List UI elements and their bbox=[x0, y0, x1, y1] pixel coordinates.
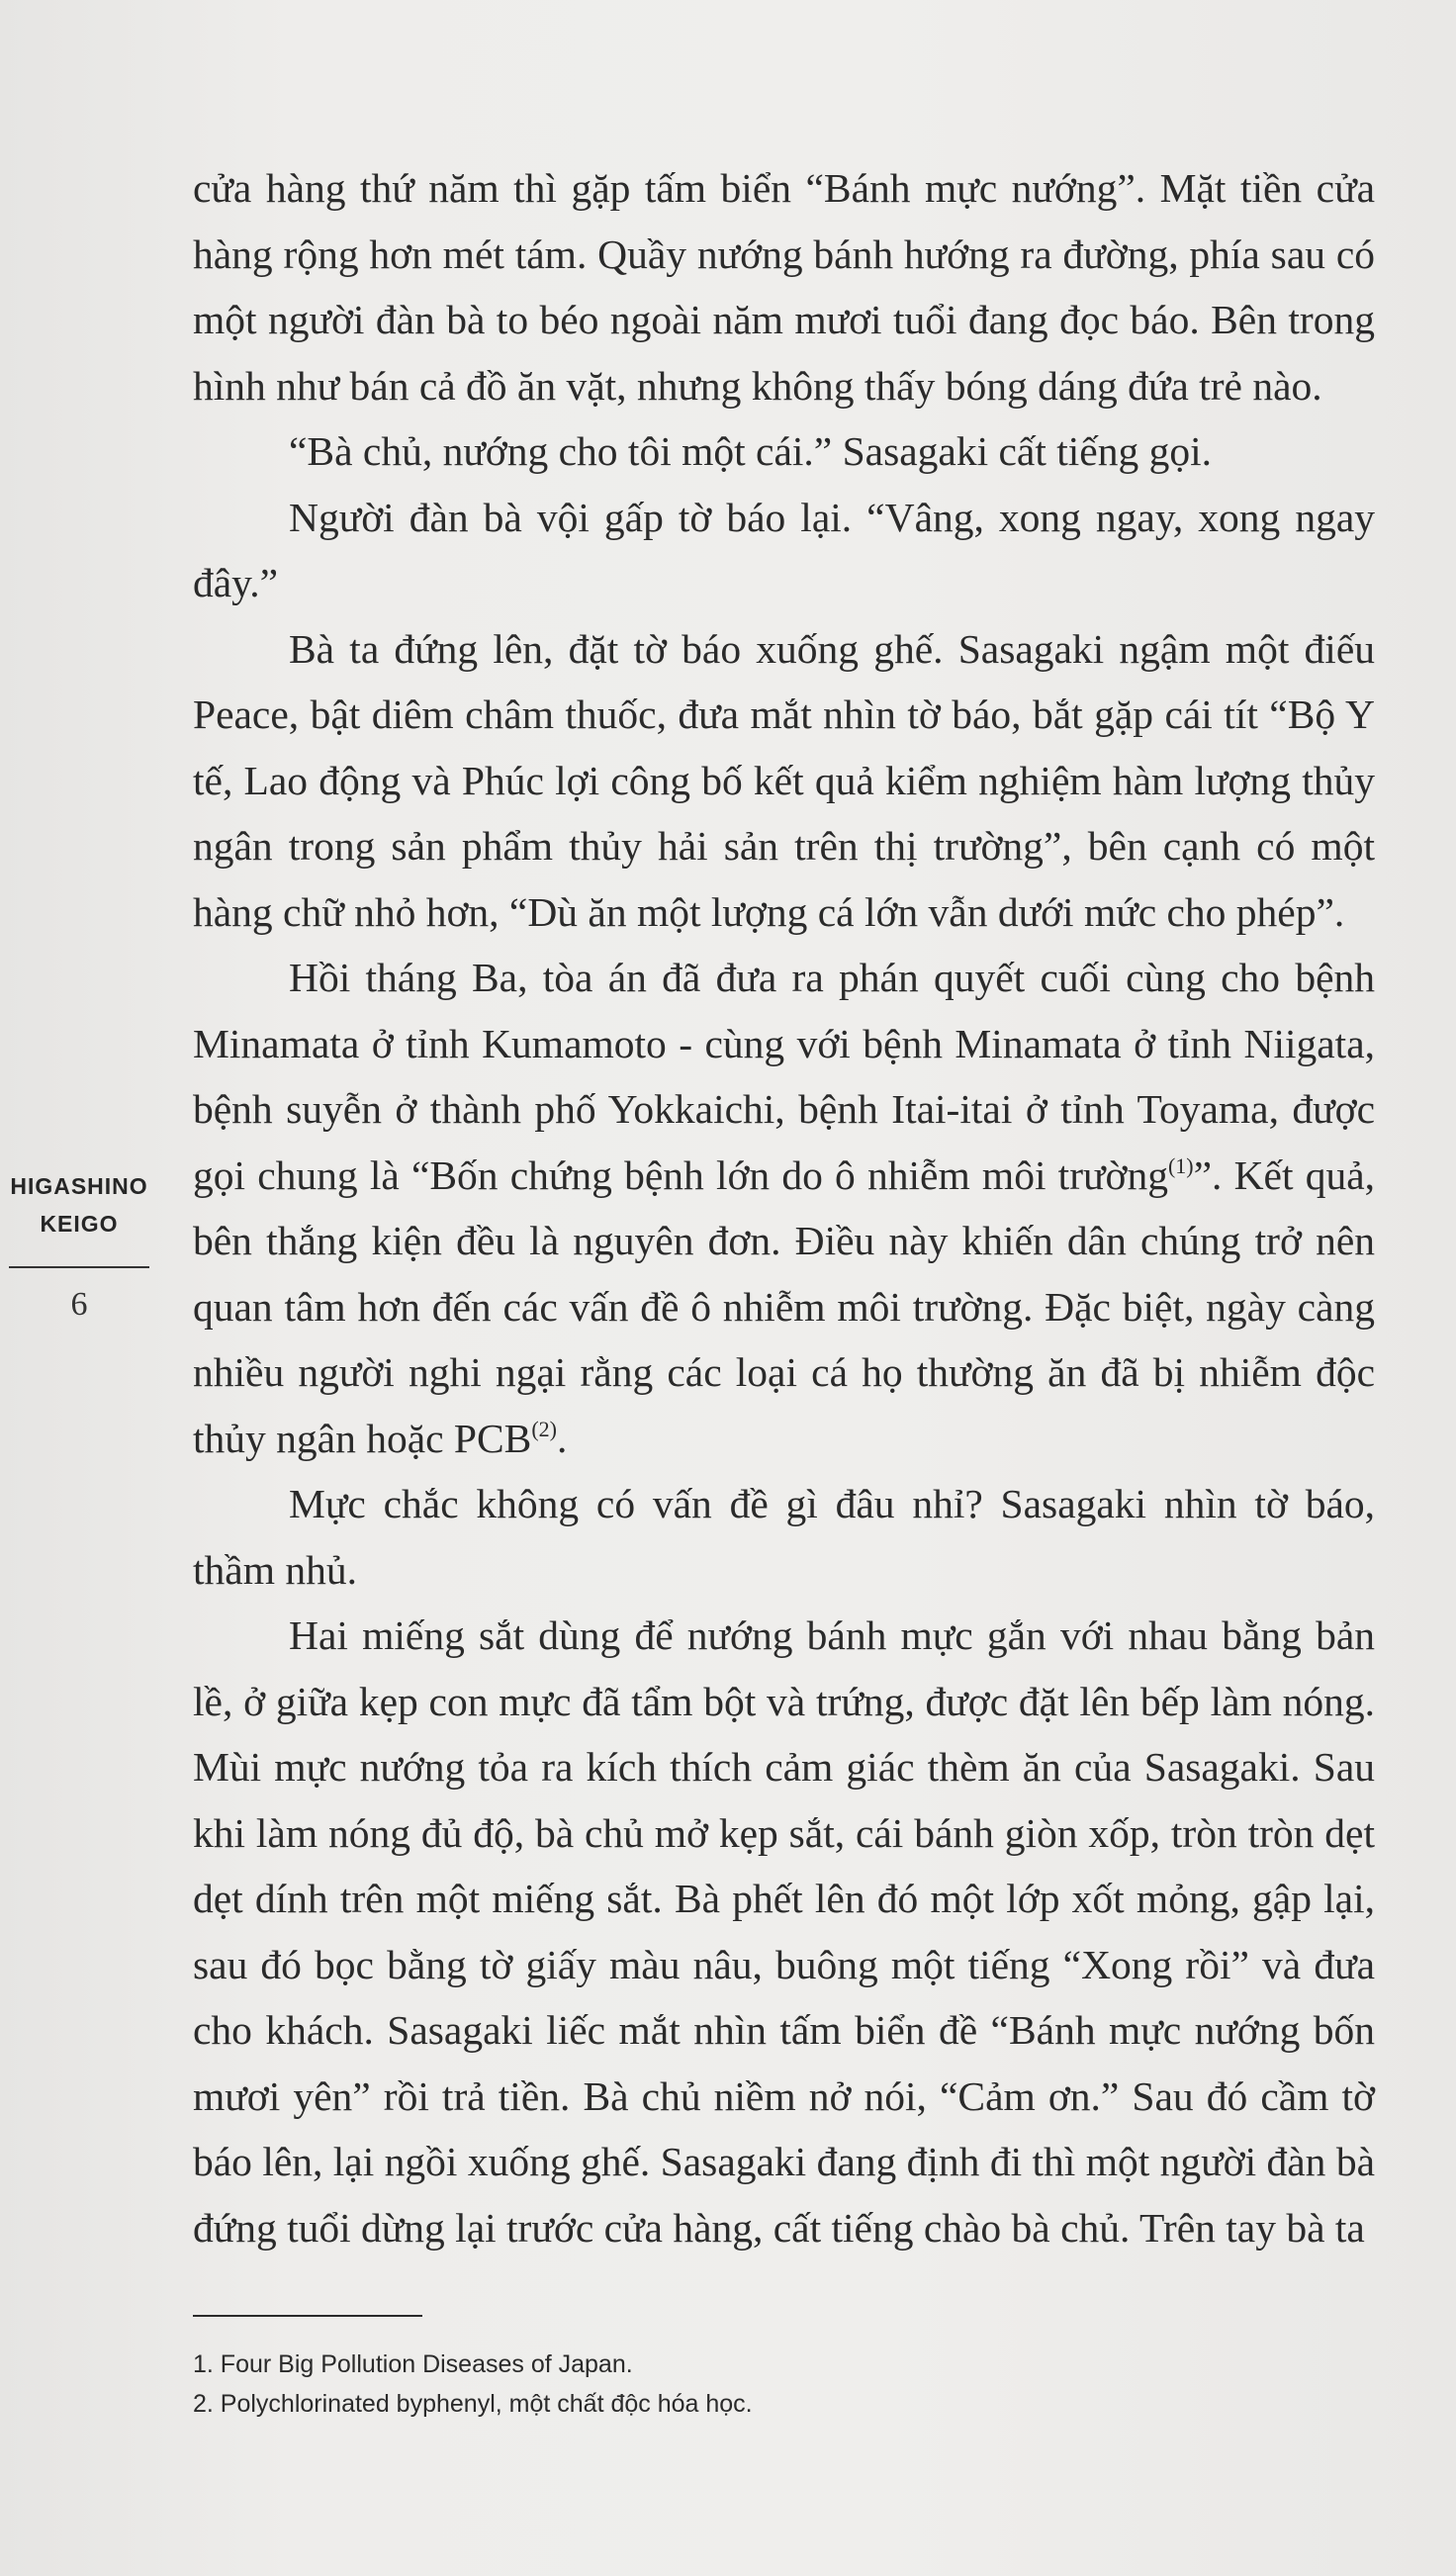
paragraph-5-part-a: Hồi tháng Ba, tòa án đã đưa ra phán quyết cuối cùng cho bệnh Minamata ở tỉnh Kumamoto - cùng với bệnh Minamata ở tỉnh Niigata, bệnh suyễn ở thành phố Yokkaichi, bệnh Itai-itai ở tỉnh Toyama, được gọi chung là “Bốn chứng bệnh lớn do ô nhiễm môi trường bbox=[193, 955, 1375, 1198]
paragraph-3: Người đàn bà vội gấp tờ báo lại. “Vâng, xong ngay, xong ngay đây.” bbox=[193, 494, 1375, 605]
paragraph-4: Bà ta đứng lên, đặt tờ báo xuống ghế. Sasagaki ngậm một điếu Peace, bật diêm châm thuốc, đưa mắt nhìn tờ báo, bắt gặp cái tít “Bộ Y tế, Lao động và Phúc lợi công bố kết quả kiểm nghiệm hàm lượng thủy ngân trong sản phẩm thủy hải sản trên thị trường”, bên cạnh có một hàng chữ nhỏ hơn, “Dù ăn một lượng cá lớn vẫn dưới mức cho phép”. bbox=[193, 625, 1375, 935]
page-sidebar bbox=[0, 1167, 158, 1324]
paragraph-5 bbox=[193, 945, 1375, 1471]
paragraph-1: cửa hàng thứ năm thì gặp tấm biển “Bánh mực nướng”. Mặt tiền cửa hàng rộng hơn mét tám. Quầy nướng bánh hướng ra đường, phía sau có một người đàn bà to béo ngoài năm mươi tuổi đang đọc báo. Bên trong hình như bán cả đồ ăn vặt, nhưng không thấy bóng dáng đứa trẻ nào. bbox=[193, 165, 1375, 409]
paragraph-5-part-b: ”. Kết quả, bên thắng kiện đều là nguyên đơn. Điều này khiến dân chúng trở nên quan tâm hơn đến các vấn đề ô nhiễm môi trường. Đặc biệt, ngày càng nhiều người nghi ngại rằng các loại cá họ thường ăn đã bị nhiễm độc thủy ngân hoặc PCB bbox=[193, 1151, 1375, 1461]
footnote-1: 1. Four Big Pollution Diseases of Japan. bbox=[193, 2350, 633, 2378]
author-name-line2: KEIGO bbox=[40, 1211, 119, 1237]
paragraph-7: Hai miếng sắt dùng để nướng bánh mực gắn với nhau bằng bản lề, ở giữa kẹp con mực đã tẩm bột và trứng, được đặt lên bếp làm nóng. Mùi mực nướng tỏa ra kích thích cảm giác thèm ăn của Sasagaki. Sau khi làm nóng đủ độ, bà chủ mở kẹp sắt, cái bánh giòn xốp, tròn tròn dẹt dẹt dính trên một miếng sắt. Bà phết lên đó một lớp xốt mỏng, gập lại, sau đó bọc bằng tờ giấy màu nâu, buông một tiếng “Xong rồi” và đưa cho khách. Sasagaki liếc mắt nhìn tấm biển đề “Bánh mực nướng bốn mươi yên” rồi trả tiền. Bà chủ niềm nở nói, “Cảm ơn.” Sau đó cầm tờ báo lên, lại ngồi xuống ghế. Sasagaki đang định đi thì một người đàn bà đứng tuổi dừng lại trước cửa hàng, cất tiếng chào bà chủ. Trên tay bà ta bbox=[193, 1612, 1375, 2251]
paragraph-6: Mực chắc không có vấn đề gì đâu nhỉ? Sasagaki nhìn tờ báo, thầm nhủ. bbox=[193, 1481, 1375, 1593]
footnote-ref-1: (1) bbox=[1167, 1152, 1194, 1178]
footnote-2: 2. Polychlorinated byphenyl, một chất độc hóa học. bbox=[193, 2390, 753, 2418]
paragraph-2: “Bà chủ, nướng cho tôi một cái.” Sasagaki cất tiếng gọi. bbox=[289, 428, 1212, 474]
author-name bbox=[0, 1167, 158, 1242]
sidebar-divider bbox=[9, 1266, 149, 1268]
author-name-line1: HIGASHINO bbox=[10, 1173, 148, 1199]
body-text bbox=[193, 155, 1375, 2260]
paragraph-5-part-c: . bbox=[557, 1415, 568, 1461]
footnotes bbox=[193, 2345, 1375, 2424]
footnote-ref-2: (2) bbox=[531, 1416, 558, 1441]
page-number: 6 bbox=[70, 1286, 88, 1323]
footnote-divider bbox=[193, 2315, 422, 2317]
